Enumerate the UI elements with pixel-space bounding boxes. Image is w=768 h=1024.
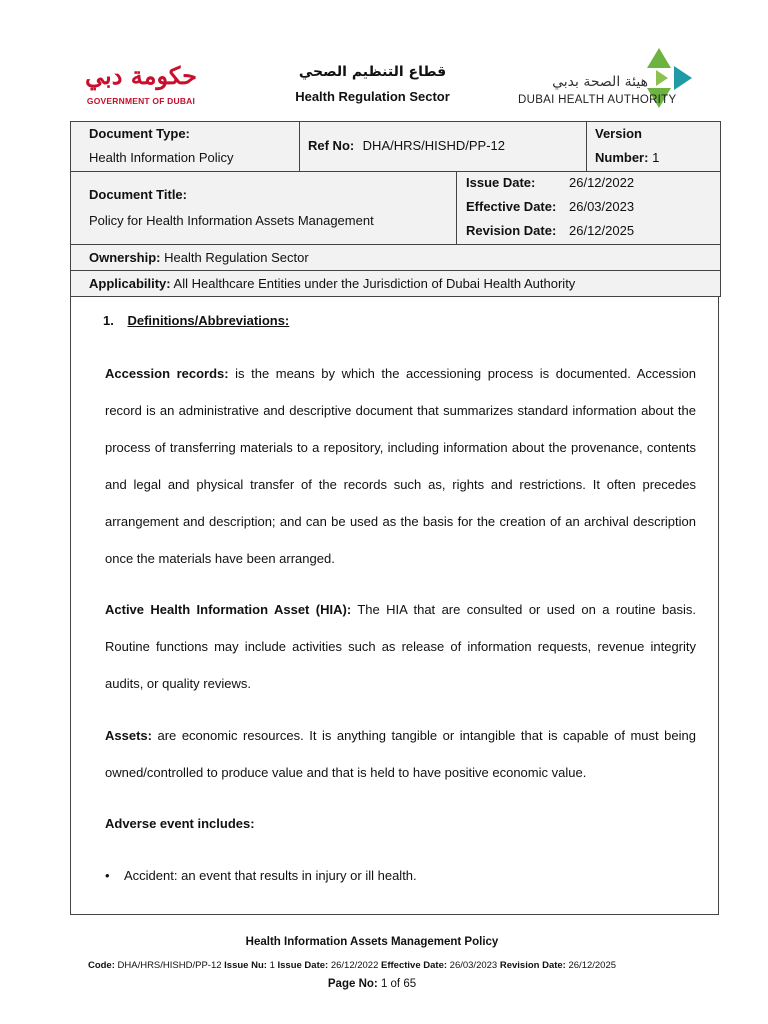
revision-date-label: Revision Date:	[466, 223, 557, 238]
footer-revision-date-label: Revision Date:	[499, 960, 566, 971]
active-text: The HIA that are consulted or used on a routine basis. Routine functions may include activities such as release of information requests, revenue integrity audits, or quality reviews.	[105, 602, 696, 691]
effective-date-value: 26/03/2023	[569, 199, 635, 214]
ref-no-cell	[300, 122, 587, 171]
document-type-label: Document Type:	[89, 126, 190, 141]
assets-text: are economic resources. It is anything tangible or intangible that is capable of must being owned/controlled to produce value and that is held to have positive economic value.	[105, 728, 696, 780]
ref-no-label: Ref No:	[308, 138, 355, 153]
issue-date-value: 26/12/2022	[569, 175, 635, 190]
revision-date-value: 26/12/2025	[569, 223, 635, 238]
footer-effective-date-label: Effective Date:	[381, 960, 448, 971]
page-number	[0, 978, 744, 990]
footer-meta	[0, 960, 704, 971]
ownership-label: Ownership:	[89, 249, 161, 265]
ownership-value: Health Regulation Sector	[164, 249, 309, 265]
footer-revision-date-value: 26/12/2025	[568, 960, 617, 971]
dha-logo-english: DUBAI HEALTH AUTHORITY	[518, 94, 677, 106]
section-title: Definitions/Abbreviations:	[127, 313, 290, 328]
definition-assets	[105, 717, 696, 791]
adverse-event-heading: Adverse event includes:	[105, 816, 255, 831]
section-heading	[103, 313, 289, 328]
government-of-dubai-logo	[80, 60, 202, 110]
version-cell	[587, 122, 720, 171]
document-type-cell	[71, 122, 300, 171]
page-number-value: 1 of 65	[380, 978, 417, 990]
gov-logo-english: GOVERNMENT OF DUBAI	[86, 96, 196, 106]
info-row-type	[71, 122, 720, 172]
list-item	[105, 868, 417, 883]
document-info-table	[70, 121, 721, 297]
ref-no-value: DHA/HRS/HISHD/PP-12	[362, 138, 505, 153]
bullet-text: Accident: an event that results in injury or ill health.	[124, 868, 417, 883]
accession-term: Accession records:	[105, 366, 229, 381]
footer-code-value: DHA/HRS/HISHD/PP-12	[117, 960, 222, 971]
footer-title: Health Information Assets Management Policy	[245, 936, 499, 948]
footer-effective-date-value: 26/03/2023	[449, 960, 498, 971]
sector-arabic: قطاع التنظيم الصحي	[298, 64, 447, 80]
section-number: 1.	[103, 313, 114, 328]
info-row-applicability	[71, 271, 720, 296]
footer-issue-nu-label: Issue Nu:	[224, 960, 267, 971]
definition-accession-records	[105, 355, 696, 577]
applicability-label: Applicability:	[89, 275, 171, 291]
active-term: Active Health Information Asset (HIA):	[105, 602, 352, 617]
document-title-cell	[71, 172, 457, 244]
dha-logo-arabic: هيئة الصحة بدبي	[552, 74, 648, 90]
effective-date-label: Effective Date:	[466, 199, 557, 214]
version-label-2: Number:	[595, 150, 649, 165]
document-title-value: Policy for Health Information Assets Management	[89, 213, 374, 228]
applicability-value: All Healthcare Entities under the Jurisdiction of Dubai Health Authority	[173, 275, 576, 291]
issue-date-label: Issue Date:	[466, 175, 536, 190]
footer-code-label: Code:	[87, 960, 115, 971]
dubai-health-authority-logo	[518, 46, 693, 110]
footer-issue-date-value: 26/12/2022	[330, 960, 379, 971]
page-header-title	[260, 62, 485, 104]
document-title-label: Document Title:	[89, 187, 187, 202]
accession-text: is the means by which the accessioning process is documented. Accession record is an administrative and descriptive document that summarizes standard information about the process of transferring materials to a repository, including information about the provenance, contents and legal and physical transfer of the records such as, rights and restrictions. It often precedes arrangement and description; and can be used as the basis for the creation of an archival description once the materials have been arranged.	[105, 366, 696, 566]
version-label-1: Version	[595, 126, 642, 141]
info-row-ownership	[71, 245, 720, 271]
assets-term: Assets:	[105, 728, 152, 743]
version-value: 1	[652, 150, 660, 165]
info-row-title	[71, 172, 720, 245]
definition-active-hia	[105, 591, 696, 702]
footer-issue-date-label: Issue Date:	[277, 960, 329, 971]
gov-logo-arabic: حكومة دبي	[85, 61, 197, 90]
bullet-icon: •	[105, 868, 110, 883]
sector-english: Health Regulation Sector	[295, 89, 450, 104]
dates-cell	[457, 172, 720, 244]
footer-issue-nu-value: 1	[269, 960, 275, 971]
document-type-value: Health Information Policy	[89, 150, 234, 165]
page-number-label: Page No:	[327, 978, 378, 990]
